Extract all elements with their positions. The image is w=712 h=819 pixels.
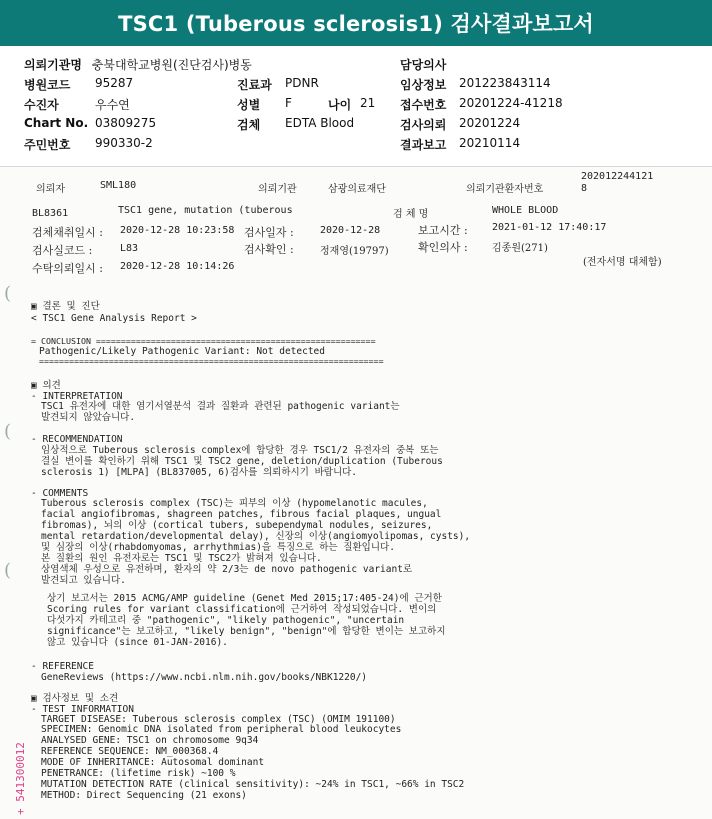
e-signature-note: (전자서명 대체함) [583,257,662,268]
collect-time-value: 2020-12-28 10:23:58 [120,225,235,236]
org-patient-no-value-2: 8 [581,183,588,194]
recommendation-line: 결실 변이를 확인하기 위해 TSC1 및 TSC2 gene, deletion/duplication (Tuberous [41,456,443,467]
conclusion-text: Pathogenic/Likely Pathogenic Variant: Not detected [39,346,325,357]
recommendation-line: sclerosis 1) [MLPA] (BL837005, 6)검사를 의뢰하시기 바랍니다. [41,467,358,478]
chart-no-value: 03809275 [95,116,157,130]
report-time-value: 2021-01-12 17:40:17 [492,222,607,233]
requester-key: 의뢰자 [36,184,65,195]
confirming-doctor-key: 확인의사 : [418,241,468,254]
test-info-line: PENETRANCE: (lifetime risk) ~100 % [41,768,236,779]
guideline-line: significance"는 보고하고, "likely benign", "benign"에 합당한 변이는 보고하지 [47,626,446,637]
verified-by-key: 검사확인 : [244,243,294,256]
section-opinion-title: ▣ 의견 [31,380,61,391]
section-test-info-title: ▣ 검사정보 및 소견 [31,693,119,704]
test-info-line: MUTATION DETECTION RATE (clinical sensitivity): ~24% in TSC1, ~66% in TSC2 [41,779,465,790]
hole-punch-mark: ( [4,421,12,442]
patient-value: 우수연 [95,98,130,112]
specimen-name-key: 검 체 명 [393,209,429,220]
interpretation-line: 발견되지 않았습니다. [41,412,136,423]
doctor-field [400,56,446,73]
receipt-no-value: 20201224-41218 [459,96,563,110]
resident-no-value: 990330-2 [95,136,153,150]
hole-punch-mark: ( [4,560,12,581]
collect-time-key: 검체채취일시 : [32,226,103,239]
comments-line: 상염색체 우성으로 유전하며, 환자의 약 2/3는 de novo pathogenic variant로 [41,564,413,575]
age-key: 나이 [328,98,352,112]
report-time-key: 보고시간 : [418,224,468,237]
receipt-no-key: 접수번호 [400,98,447,112]
specimen-value: EDTA Blood [285,116,355,130]
org-patient-no-value-1: 202012244121 [581,171,654,182]
recommendation-heading: - RECOMMENDATION [31,434,123,445]
clinical-info-value: 201223843114 [459,76,551,90]
confirming-doctor-value: 김종원(271) [492,243,548,254]
specimen-name-value: WHOLE BLOOD [492,205,559,216]
requesting-org-value: 삼광의료재단 [328,184,386,195]
chart-no-key: Chart No. [24,116,89,130]
age-value: 21 [360,96,376,110]
test-info-heading: - TEST INFORMATION [31,704,134,715]
hospital-name-value: 충북대학교병원(진단검사)병동 [91,58,252,72]
specimen-key: 검체 [237,118,261,132]
verified-by-value: 정재영(19797) [320,246,389,257]
guideline-line: 않고 있습니다 (since 01-JAN-2016). [47,637,228,648]
doctor-key: 담당의사 [400,58,447,72]
lab-code-value: L83 [120,243,139,254]
patient-key: 수진자 [24,98,59,112]
lab-code-key: 검사실코드 : [32,244,93,257]
hospital-code-key: 병원코드 [24,78,71,92]
comments-line: Tuberous sclerosis complex (TSC)는 피부의 이상 (hypomelanotic macules, [41,498,428,509]
consign-time-value: 2020-12-28 10:14:26 [120,261,235,272]
scanned-report [0,167,712,819]
comments-heading: - COMMENTS [31,488,89,499]
guideline-line: 상기 보고서는 2015 ACMG/AMP guideline (Genet Med 2015;17:405-24)에 근거한 [47,593,442,604]
conclusion-header: = CONCLUSION ======================================================== [31,336,376,346]
reference-text: GeneReviews (https://www.ncbi.nlm.nih.gov/books/NBK1220/) [41,672,368,683]
resident-no-key: 주민번호 [24,138,71,152]
report-subtitle: < TSC1 Gene Analysis Report > [31,313,197,324]
conclusion-rule: ===================================================================== [39,356,384,366]
test-info-line: TARGET DISEASE: Tuberous sclerosis complex (TSC) (OMIM 191100) [41,714,396,725]
test-info-line: REFERENCE SEQUENCE: NM_000368.4 [41,746,219,757]
test-date-key: 검사일자 : [244,226,294,239]
department-value: PDNR [285,76,319,90]
test-info-line: METHOD: Direct Sequencing (21 exons) [41,790,247,801]
recommendation-line: 임상적으로 Tuberous sclerosis complex에 합당한 경우 TSC1/2 유전자의 중복 또는 [41,445,439,456]
header-row-1 [24,56,252,73]
hole-punch-mark: ( [4,283,12,304]
interpretation-heading: - INTERPRETATION [31,391,123,402]
hospital-name-key: 의뢰기관명 [24,58,82,72]
comments-line: mental retardation/developmental delay), 신장의 이상(angiomyolipomas, cysts), [41,531,471,542]
test-info-line: SPECIMEN: Genomic DNA isolated from peripheral blood leukocytes [41,724,402,735]
test-code: BL8361 [32,208,69,219]
department-key: 진료과 [237,78,272,92]
section-conclusion-title: ▣ 결론 및 진단 [31,301,100,312]
request-date-value: 20201224 [459,116,521,130]
clinical-info-key: 임상정보 [400,78,447,92]
comments-line: 및 심장의 이상(rhabdomyomas, arrhythmias)을 특징으로 하는 질환입니다. [41,542,395,553]
side-stamp-code: + 541300012 [14,742,27,815]
test-info-line: MODE OF INHERITANCE: Autosomal dominant [41,757,265,768]
request-date-key: 검사의뢰 [400,118,447,132]
sex-key: 성별 [237,98,261,112]
comments-line: 본 질환의 원인 유전자로는 TSC1 및 TSC2가 밝혀져 있습니다. [41,553,322,564]
comments-line: fibromas), 뇌의 이상 (cortical tubers, subependymal nodules, seizures, [41,520,433,531]
org-patient-no-key: 의뢰기관환자번호 [466,184,544,195]
report-date-value: 20210114 [459,136,521,150]
interpretation-line: TSC1 유전자에 대한 염기서열분석 결과 질환과 관련된 pathogenic variant는 [41,401,400,412]
hospital-code-value: 95287 [95,76,134,90]
test-date-value: 2020-12-28 [320,225,381,236]
consign-time-key: 수탁의뢰일시 : [32,262,103,275]
requesting-org-key: 의뢰기관 [258,184,297,195]
guideline-line: Scoring rules for variant classification에 근거하여 작성되었습니다. 변이의 [47,604,437,615]
test-info-line: ANALYSED GENE: TSC1 on chromosome 9q34 [41,735,259,746]
requester-value: SML180 [100,180,137,191]
reference-heading: - REFERENCE [31,661,94,672]
report-title: TSC1 (Tuberous sclerosis1) 검사결과보고서 [0,0,712,46]
comments-line: facial angiofibromas, shagreen patches, fibrous facial plaques, ungual [41,509,442,520]
guideline-line: 다섯가지 카테고리 중 "pathogenic", "likely pathogenic", "uncertain [47,615,405,626]
report-date-key: 결과보고 [400,138,447,152]
test-name: TSC1 gene, mutation (tuberous [118,205,293,216]
comments-line: 발견되고 있습니다. [41,575,126,586]
sex-value: F [285,96,292,110]
